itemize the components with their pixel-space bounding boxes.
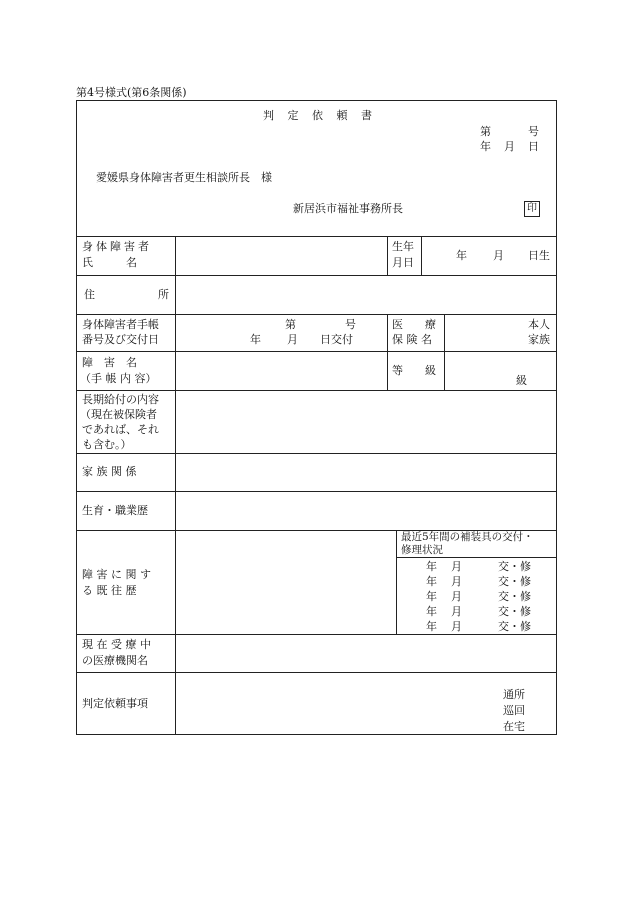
grade-label: 等 級 [392, 364, 436, 377]
table-border-top [76, 100, 557, 101]
techo-hi: 日交付 [320, 333, 353, 346]
request-label: 判定依頼事項 [82, 697, 148, 710]
aids-row-kind: 交・修 [498, 590, 531, 603]
row-line [76, 351, 557, 352]
column-line [421, 236, 422, 276]
birth-nen: 年 [456, 249, 467, 262]
date-tsuki: 月 [504, 140, 515, 153]
aids-row-kind: 交・修 [498, 620, 531, 633]
name-label-line1: 身体障害者 [82, 240, 152, 253]
disability-label-line1: 障 害 名 [82, 356, 137, 369]
doc-number-go: 号 [528, 125, 539, 138]
column-line [387, 314, 388, 391]
history-label-line2: る 既 往 歴 [82, 584, 137, 597]
techo-nen: 年 [250, 333, 261, 346]
aids-row-tsuki: 月 [451, 560, 462, 573]
techo-go: 号 [345, 318, 356, 331]
column-line [175, 236, 176, 735]
medical-label-line1: 現 在 受 療 中 [82, 638, 151, 651]
aids-row-kind: 交・修 [498, 605, 531, 618]
doc-number-dai: 第 [480, 125, 491, 138]
long-term-label-line1: 長期給付の内容 [82, 393, 159, 406]
techo-dai: 第 [285, 318, 296, 331]
insurance-honnin: 本人 [528, 318, 550, 331]
long-term-label-line4: も含む。） [82, 438, 132, 451]
aids-row-nen: 年 [426, 560, 437, 573]
aids-row-tsuki: 月 [451, 590, 462, 603]
birth-label-line2: 月日 [392, 256, 414, 269]
address-label-right: 所 [158, 288, 169, 301]
insurance-label-line2: 保 険 名 [392, 333, 432, 346]
date-hi: 日 [528, 140, 539, 153]
birth-label-line1: 生年 [392, 240, 414, 253]
aids-row-kind: 交・修 [498, 560, 531, 573]
techo-label-line1: 身体障害者手帳 [82, 318, 159, 331]
request-option-junkai: 巡回 [503, 704, 525, 717]
row-line [76, 236, 557, 237]
grade-kyu: 級 [516, 374, 527, 387]
aids-row-tsuki: 月 [451, 620, 462, 633]
insurance-kazoku: 家族 [528, 333, 550, 346]
table-border-left [76, 100, 77, 735]
birth-tsuki: 月 [493, 249, 504, 262]
sender: 新居浜市福祉事務所長 [293, 202, 403, 215]
column-line [444, 314, 445, 391]
request-option-zaitaku: 在宅 [503, 720, 525, 733]
row-line [76, 672, 557, 673]
name-label-line2: 氏 名 [82, 256, 137, 269]
form-number: 第4号様式(第6条関係) [76, 86, 187, 99]
address-label-left: 住 [84, 288, 95, 301]
aids-row-tsuki: 月 [451, 575, 462, 588]
long-term-label-line2: （現在被保険者 [80, 408, 157, 421]
row-line [76, 390, 557, 391]
aids-title-line2: 修理状況 [401, 544, 443, 556]
history-label-line1: 障 害 に 関 す [82, 568, 151, 581]
aids-row-nen: 年 [426, 620, 437, 633]
career-label: 生育・職業歴 [82, 504, 148, 517]
long-term-label-line3: であれば、それ [82, 423, 159, 436]
techo-tsuki: 月 [287, 333, 298, 346]
table-border-right [556, 100, 557, 735]
table-border-bottom [76, 734, 557, 735]
row-line [76, 275, 557, 276]
row-line [76, 491, 557, 492]
aids-row-nen: 年 [426, 575, 437, 588]
column-line [387, 236, 388, 276]
aids-row-tsuki: 月 [451, 605, 462, 618]
aids-row-nen: 年 [426, 590, 437, 603]
date-nen: 年 [480, 140, 491, 153]
aids-title-line1: 最近5年間の補装具の交付・ [401, 531, 534, 543]
family-label: 家 族 関 係 [82, 465, 137, 478]
request-option-tsusho: 通所 [503, 688, 525, 701]
row-line [76, 453, 557, 454]
aids-row-kind: 交・修 [498, 575, 531, 588]
row-line [76, 314, 557, 315]
aids-row-nen: 年 [426, 605, 437, 618]
row-line [76, 634, 557, 635]
birth-hi: 日生 [528, 249, 550, 262]
column-line [396, 530, 397, 635]
medical-label-line2: の医療機関名 [82, 654, 148, 667]
seal-box: 印 [524, 201, 540, 217]
insurance-label-line1: 医 療 [392, 318, 436, 331]
addressee: 愛媛県身体障害者更生相談所長 様 [96, 171, 272, 184]
row-line [396, 557, 557, 558]
disability-label-line2: （手 帳 内 容） [80, 372, 157, 385]
document-title: 判 定 依 頼 書 [263, 109, 377, 122]
techo-label-line2: 番号及び交付日 [82, 333, 159, 346]
